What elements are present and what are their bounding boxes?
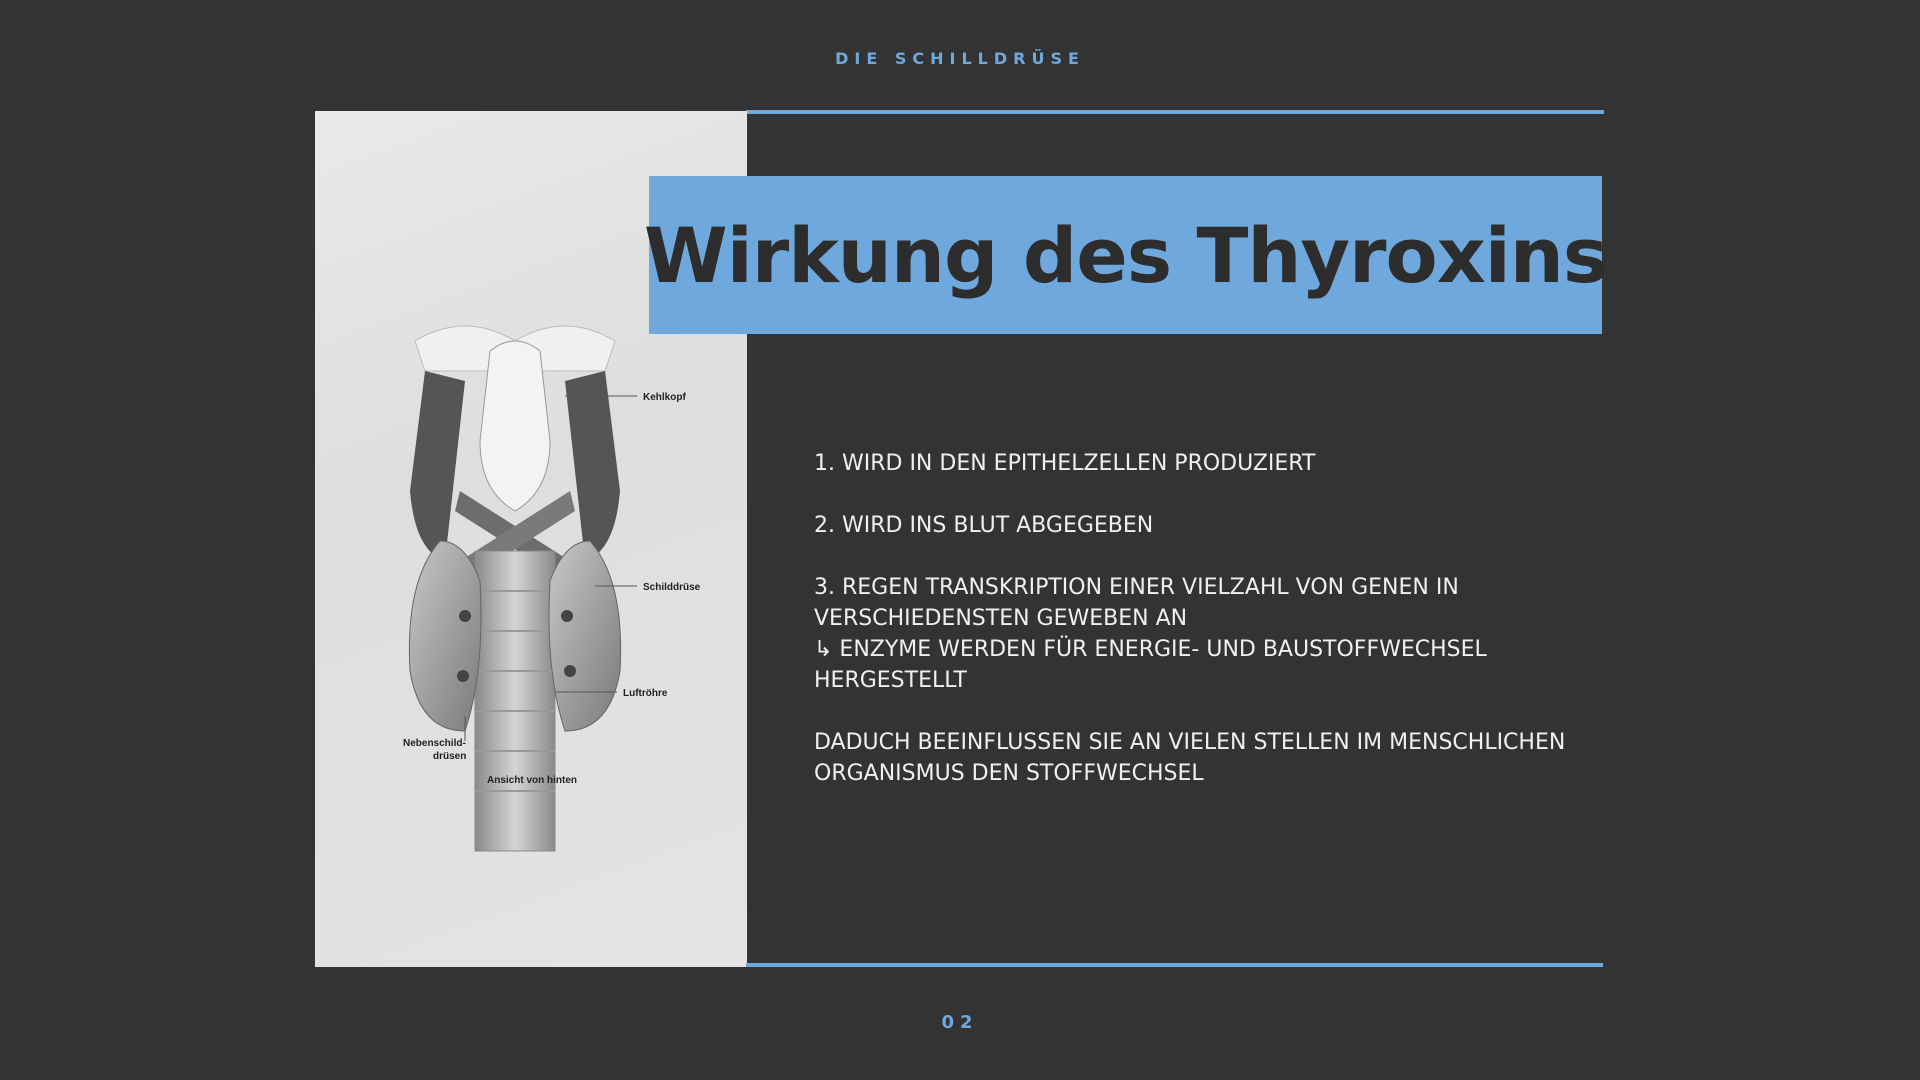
label-nebenschild-line2: drüsen <box>433 751 467 762</box>
content-list <box>814 448 1594 820</box>
label-schilddruese: Schilddrüse <box>643 582 701 593</box>
list-item-conclusion: DADUCH BEEINFLUSSEN SIE AN VIELEN STELLEN IM MENSCHLICHEN ORGANISMUS DEN STOFFWECHSEL <box>814 730 1566 786</box>
title-banner <box>643 176 1608 334</box>
page-number: 02 <box>941 1012 979 1033</box>
top-rule <box>746 110 1604 114</box>
list-item-3-sub: ↳ ENZYME WERDEN FÜR ENERGIE- UND BAUSTOFFWECHSEL HERGESTELLT <box>814 637 1487 693</box>
list-item-3: 3. REGEN TRANSKRIPTION EINER VIELZAHL VON GENEN IN VERSCHIEDENSTEN GEWEBEN AN <box>814 575 1459 631</box>
illustration-caption: Ansicht von hinten <box>487 775 577 786</box>
label-luftroehre: Luftröhre <box>623 688 668 699</box>
label-nebenschild-line1: Nebenschild- <box>403 738 466 749</box>
slide-title: Wirkung des Thyroxins <box>643 210 1608 300</box>
list-item-2: 2. WIRD INS BLUT ABGEGEBEN <box>814 513 1154 538</box>
label-kehlkopf: Kehlkopf <box>643 392 686 403</box>
slide-header: DIE SCHILLDRÜSE <box>835 49 1085 68</box>
bottom-rule <box>746 963 1603 967</box>
list-item-1: 1. WIRD IN DEN EPITHELZELLEN PRODUZIERT <box>814 451 1316 476</box>
